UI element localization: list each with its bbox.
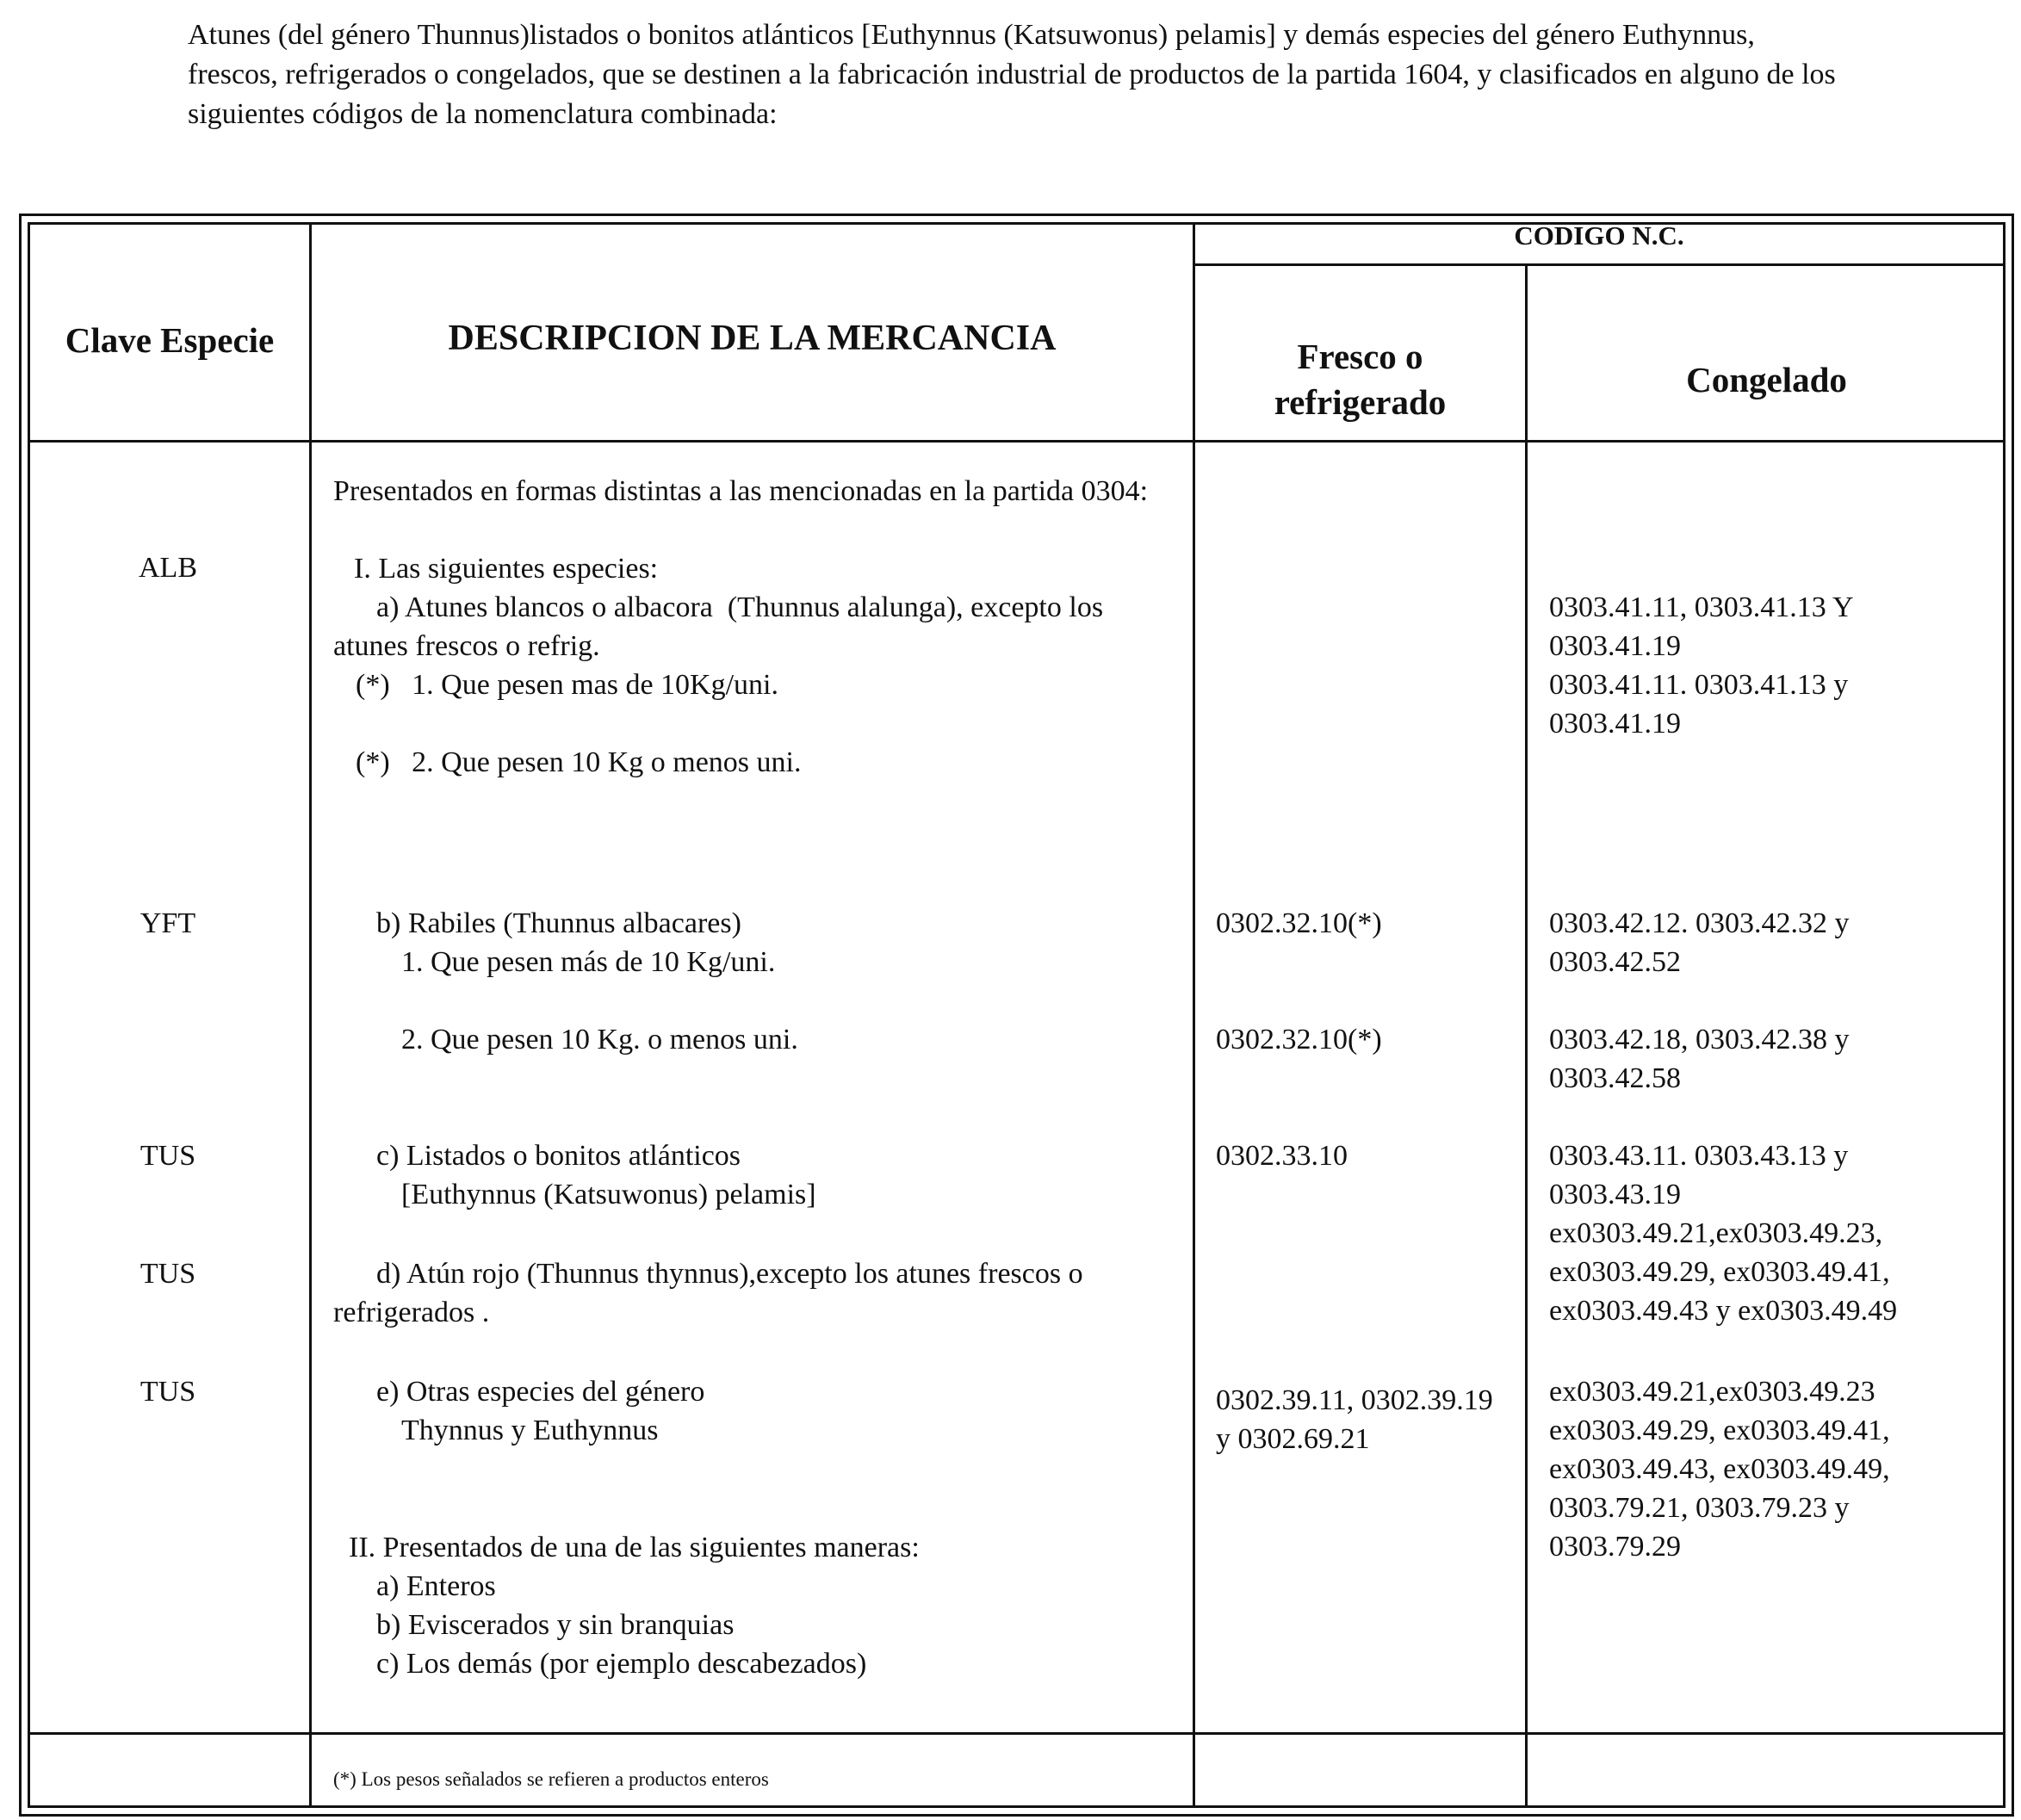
desc-section-ii-b: b) Eviscerados y sin branquias: [376, 1609, 735, 1641]
intro-paragraph: [188, 15, 1867, 134]
desc-item-b-weight2: 2. Que pesen 10 Kg. o menos uni.: [401, 1024, 798, 1055]
header-codigo-nc: CODIGO N.C.: [1514, 220, 1684, 251]
desc-item-d-line2: refrigerados .: [333, 1297, 490, 1328]
species-key-alb: ALB: [139, 552, 197, 584]
congelado-code-d: ex0303.49.21,ex0303.49.23,: [1549, 1217, 1883, 1249]
header-fresco-line2: refrigerado: [1274, 382, 1447, 422]
congelado-code-e: 0303.79.21, 0303.79.23 y: [1549, 1492, 1850, 1524]
fresco-code-b2: 0302.32.10(*): [1216, 1024, 1382, 1055]
congelado-code-c: 0303.43.11. 0303.43.13 y: [1549, 1140, 1849, 1172]
desc-section-ii-c: c) Los demás (por ejemplo descabezados): [376, 1648, 867, 1680]
congelado-code-c: 0303.43.19: [1549, 1179, 1681, 1210]
congelado-code-a: 0303.41.19: [1549, 630, 1681, 662]
intro-line: siguientes códigos de la nomenclatura combinada:: [188, 98, 778, 130]
desc-item-a-weight1: (*) 1. Que pesen mas de 10Kg/uni.: [356, 669, 779, 701]
column-divider: [1193, 222, 1195, 1808]
desc-item-e-line1: e) Otras especies del género: [376, 1376, 705, 1408]
desc-section-ii-a: a) Enteros: [376, 1570, 496, 1602]
species-key-yft: YFT: [139, 907, 196, 939]
desc-item-e-line2: Thynnus y Euthynnus: [401, 1415, 659, 1446]
column-divider: [1525, 265, 1528, 1808]
column-divider: [309, 222, 312, 1808]
congelado-code-b1: 0303.42.12. 0303.42.32 y: [1549, 907, 1850, 939]
desc-item-c-line1: c) Listados o bonitos atlánticos: [376, 1140, 741, 1172]
fresco-code-b1: 0302.32.10(*): [1216, 907, 1382, 939]
congelado-code-e: ex0303.49.29, ex0303.49.41,: [1549, 1415, 1890, 1446]
desc-item-c-line2: [Euthynnus (Katsuwonus) pelamis]: [401, 1179, 816, 1210]
desc-intro: Presentados en formas distintas a las mencionadas en la partida 0304:: [333, 475, 1149, 507]
congelado-code-d: ex0303.49.43 y ex0303.49.49: [1549, 1295, 1898, 1327]
row-divider: [28, 440, 2006, 443]
congelado-code-a: 0303.41.11, 0303.41.13 Y: [1549, 591, 1854, 623]
table-inner-border: [28, 222, 2006, 1808]
fresco-code-e-line1: 0302.39.11, 0302.39.19: [1216, 1384, 1493, 1416]
congelado-code-e: ex0303.49.21,ex0303.49.23: [1549, 1376, 1875, 1408]
congelado-code-b2: 0303.42.58: [1549, 1062, 1681, 1094]
header-clave-especie: Clave Especie: [65, 320, 275, 360]
header-fresco-line1: Fresco o: [1297, 337, 1423, 376]
species-key-tus: TUS: [139, 1376, 196, 1408]
desc-item-a-weight2: (*) 2. Que pesen 10 Kg o menos uni.: [356, 746, 802, 778]
row-divider: [28, 1732, 2006, 1735]
table-footnote: (*) Los pesos señalados se refieren a productos enteros: [333, 1768, 769, 1790]
intro-line: frescos, refrigerados o congelados, que se destinen a la fabricación industrial de productos de la partida 1604, y clasificados en alguno de los: [188, 59, 1836, 90]
desc-item-b-line1: b) Rabiles (Thunnus albacares): [376, 907, 741, 939]
header-descripcion: DESCRIPCION DE LA MERCANCIA: [448, 319, 1057, 358]
header-congelado: Congelado: [1686, 360, 1847, 399]
congelado-code-d: ex0303.49.29, ex0303.49.41,: [1549, 1256, 1890, 1288]
congelado-code-b1: 0303.42.52: [1549, 946, 1681, 978]
desc-section-i-title: I. Las siguientes especies:: [354, 553, 659, 585]
desc-item-b-weight1: 1. Que pesen más de 10 Kg/uni.: [401, 946, 776, 978]
fresco-code-c: 0302.33.10: [1216, 1140, 1348, 1172]
congelado-code-a: 0303.41.19: [1549, 708, 1681, 740]
desc-item-a-line2: atunes frescos o refrig.: [333, 630, 600, 662]
row-divider: [1193, 263, 2006, 266]
species-key-tus: TUS: [139, 1140, 196, 1172]
desc-section-ii-title: II. Presentados de una de las siguientes maneras:: [349, 1532, 920, 1563]
intro-line: Atunes (del género Thunnus)listados o bonitos atlánticos [Euthynnus (Katsuwonus) pelamis] y demás especies del género Euthynnus,: [188, 19, 1755, 51]
desc-item-d-line1: d) Atún rojo (Thunnus thynnus),excepto los atunes frescos o: [376, 1258, 1083, 1290]
congelado-code-b2: 0303.42.18, 0303.42.38 y: [1549, 1024, 1850, 1055]
fresco-code-e-line2: y 0302.69.21: [1216, 1423, 1370, 1455]
congelado-code-e: ex0303.49.43, ex0303.49.49,: [1549, 1453, 1890, 1485]
species-key-tus: TUS: [139, 1258, 196, 1290]
congelado-code-e: 0303.79.29: [1549, 1531, 1681, 1563]
desc-item-a-line1: a) Atunes blancos o albacora (Thunnus alalunga), excepto los: [376, 591, 1104, 623]
congelado-code-a: 0303.41.11. 0303.41.13 y: [1549, 669, 1849, 701]
